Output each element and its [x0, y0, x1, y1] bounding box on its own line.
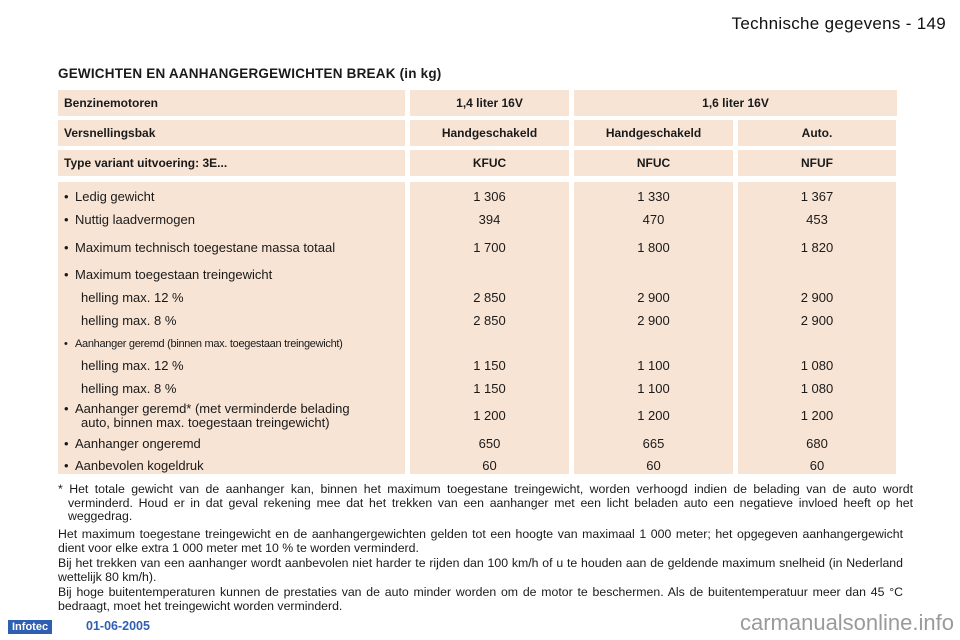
cell: 1 200: [637, 408, 670, 423]
cell: 650: [478, 436, 501, 451]
weights-table: [58, 90, 901, 474]
cell: 394: [478, 212, 501, 227]
table-row: • Maximum technisch toegestane massa totaal: [64, 240, 336, 255]
value-column-nfuf: [738, 182, 896, 474]
table-row: • Aanhanger ongeremd: [64, 436, 201, 451]
cell: 1 200: [800, 408, 834, 423]
note-speed: Bij het trekken van een aanhanger wordt aanbevolen niet harder te rijden dan 100 km/h of u te houden aan de geldende maximum snelheid (in Nederland wettelijk 80 km/h).: [58, 556, 903, 584]
cell: 1 150: [473, 358, 506, 373]
value-column-nfuc: [574, 182, 733, 474]
row-engine: [58, 90, 901, 116]
cell: 1 100: [637, 381, 670, 396]
footnote: [58, 483, 913, 524]
engine-v1: 1,4 liter 16V: [410, 90, 569, 116]
cell: 1 700: [473, 240, 506, 255]
cell: 1 080: [800, 381, 834, 396]
cell: 1 080: [800, 358, 834, 373]
table-row: • Nuttig laadvermogen: [64, 212, 195, 227]
table-row: helling max. 12 %: [81, 290, 184, 305]
row-type: [58, 150, 901, 176]
cell: 470: [642, 212, 665, 227]
footnote-text: Het totale gewicht van de aanhanger kan, binnen het maximum toegestane treingewicht, worden verhoogd indien de belading van de auto wordt verminderd. Houd er in dat geval rekening mee dat het trekken van een aanhanger met een licht beladen auto een negatieve invloed heeft op het weggedrag.: [68, 482, 913, 523]
cell: 1 150: [473, 381, 506, 396]
table-row: • Ledig gewicht: [64, 189, 155, 204]
cell: 1 367: [800, 189, 834, 204]
value-column-kfuc: [410, 182, 569, 474]
page-header: Technische gegevens - 149: [731, 14, 946, 33]
gearbox-label: Versnellingsbak: [58, 120, 405, 146]
note-altitude: Het maximum toegestane treingewicht en de aanhangergewichten gelden tot een hoogte van maximaal 1 000 meter; het opgegeven aanhangergewicht dient voor elke extra 1 000 meter met 10 % te worden verminderd.: [58, 527, 903, 555]
engine-label: Benzinemotoren: [58, 90, 405, 116]
cell: 1 200: [473, 408, 506, 423]
cell: 60: [646, 458, 661, 473]
type-v1: KFUC: [410, 150, 569, 176]
cell: 2 900: [637, 313, 670, 328]
infotec-logo: Infotec: [8, 620, 52, 634]
cell: 1 306: [473, 189, 506, 204]
gearbox-v3: Auto.: [738, 120, 896, 146]
cell: 2 850: [473, 290, 506, 305]
cell: 60: [809, 458, 825, 473]
footnote-star: *: [58, 482, 63, 496]
table-body: [58, 182, 901, 474]
gearbox-v2: Handgeschakeld: [574, 120, 733, 146]
footer-date: 01-06-2005: [86, 619, 150, 633]
label-column: [58, 182, 405, 474]
table-row: • Aanbevolen kogeldruk: [64, 458, 204, 473]
cell: 1 100: [637, 358, 670, 373]
table-row: helling max. 8 %: [81, 381, 177, 396]
cell: 60: [482, 458, 497, 473]
engine-v2: 1,6 liter 16V: [574, 90, 897, 116]
table-row: • Aanhanger geremd* (met verminderde belading auto, binnen max. toegestaan treingewicht): [64, 401, 350, 430]
table-row: • Maximum toegestaan treingewicht: [64, 267, 273, 282]
note-temperature: Bij hoge buitentemperaturen kunnen de prestaties van de auto minder worden om de motor te beschermen. Als de buitentemperatuur meer dan 45 °C bedraagt, moet het treingewicht worden verminderd.: [58, 585, 903, 613]
cell: 1 800: [637, 240, 670, 255]
watermark: carmanualsonline.info: [739, 610, 954, 635]
table-row: • Aanhanger geremd (binnen max. toegestaan treingewicht): [64, 338, 343, 350]
type-label: Type variant uitvoering: 3E...: [58, 150, 405, 176]
cell: 2 900: [800, 290, 834, 305]
gearbox-v1: Handgeschakeld: [410, 120, 569, 146]
cell: 2 900: [637, 290, 670, 305]
table-row: helling max. 8 %: [81, 313, 177, 328]
cell: 680: [806, 436, 828, 451]
table-row: helling max. 12 %: [81, 358, 184, 373]
type-v2: NFUC: [574, 150, 733, 176]
cell: 453: [806, 212, 828, 227]
cell: 665: [642, 436, 665, 451]
cell: 1 820: [800, 240, 834, 255]
doc-title: GEWICHTEN EN AANHANGERGEWICHTEN BREAK (in kg): [58, 66, 442, 81]
type-v3: NFUF: [738, 150, 896, 176]
cell: 2 900: [800, 313, 834, 328]
cell: 2 850: [473, 313, 506, 328]
row-gearbox: [58, 120, 901, 146]
cell: 1 330: [637, 189, 670, 204]
